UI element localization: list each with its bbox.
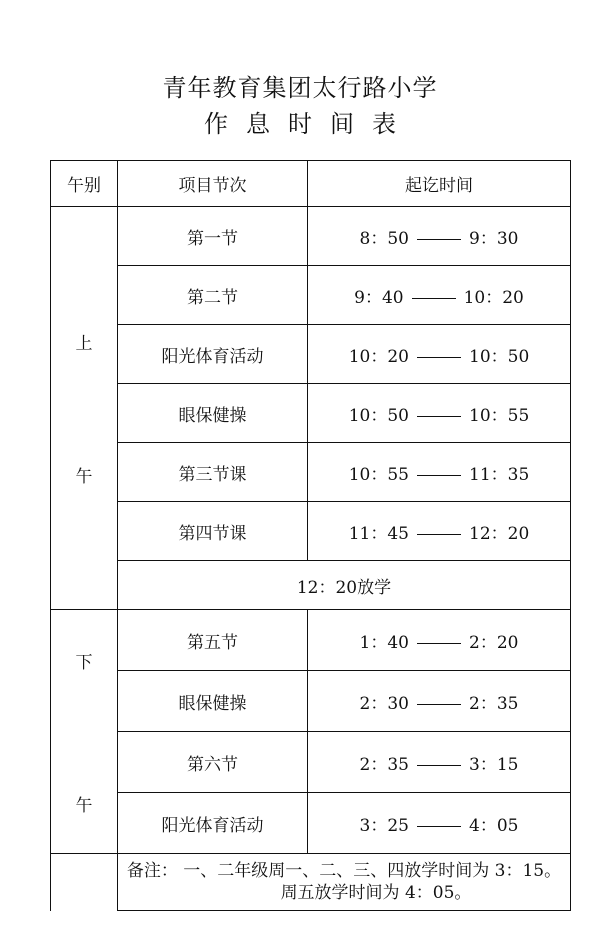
table-row <box>51 443 571 502</box>
morning-char-2: 午 <box>75 467 93 487</box>
schedule-title: 作息时间表 <box>204 110 414 138</box>
header-item: 项目节次 <box>118 161 308 207</box>
row-item: 第五节 <box>118 610 308 671</box>
row-item: 第一节 <box>118 207 308 266</box>
row-time: 8：50 9：30 <box>308 207 571 266</box>
dismissal-row <box>51 561 571 610</box>
table-row <box>51 384 571 443</box>
row-item: 阳光体育活动 <box>118 793 308 854</box>
school-title: 青年教育集团太行路小学 <box>162 74 438 102</box>
row-time: 2：35 3：15 <box>308 732 571 793</box>
table-row <box>51 671 571 732</box>
row-item: 眼保健操 <box>118 384 308 443</box>
row-item: 阳光体育活动 <box>118 325 308 384</box>
row-item: 第二节 <box>118 266 308 325</box>
morning-label <box>51 207 118 610</box>
row-time: 10：55 11：35 <box>308 443 571 502</box>
note-row <box>51 854 571 911</box>
afternoon-label <box>51 610 118 854</box>
table-row <box>51 732 571 793</box>
row-item: 眼保健操 <box>118 671 308 732</box>
row-item: 第四节课 <box>118 502 308 561</box>
morning-char-1: 上 <box>75 334 93 354</box>
dismissal-time: 12：20放学 <box>118 561 571 610</box>
afternoon-char-2: 午 <box>75 795 93 816</box>
schedule-table <box>50 160 571 911</box>
table-row <box>51 502 571 561</box>
table-row <box>51 325 571 384</box>
header-period: 午别 <box>51 161 118 207</box>
row-time: 3：25 4：05 <box>308 793 571 854</box>
header-row <box>51 161 571 207</box>
row-item: 第三节课 <box>118 443 308 502</box>
row-time: 9：40 10：20 <box>308 266 571 325</box>
row-time: 2：30 2：35 <box>308 671 571 732</box>
note-spacer <box>51 854 118 911</box>
row-time: 1：40 2：20 <box>308 610 571 671</box>
note-cell <box>118 854 571 911</box>
row-time: 10：50 10：55 <box>308 384 571 443</box>
table-row <box>51 207 571 266</box>
row-time: 10：20 10：50 <box>308 325 571 384</box>
row-item: 第六节 <box>118 732 308 793</box>
table-row <box>51 266 571 325</box>
table-row <box>51 610 571 671</box>
afternoon-char-1: 下 <box>75 652 93 673</box>
note-line-2: 周五放学时间为 4：05。 <box>280 883 472 903</box>
note-line-1: 备注： 一、二年级周一、二、三、四放学时间为 3：15。 <box>126 861 562 881</box>
row-time: 11：45 12：20 <box>308 502 571 561</box>
header-time: 起讫时间 <box>308 161 571 207</box>
table-row <box>51 793 571 854</box>
